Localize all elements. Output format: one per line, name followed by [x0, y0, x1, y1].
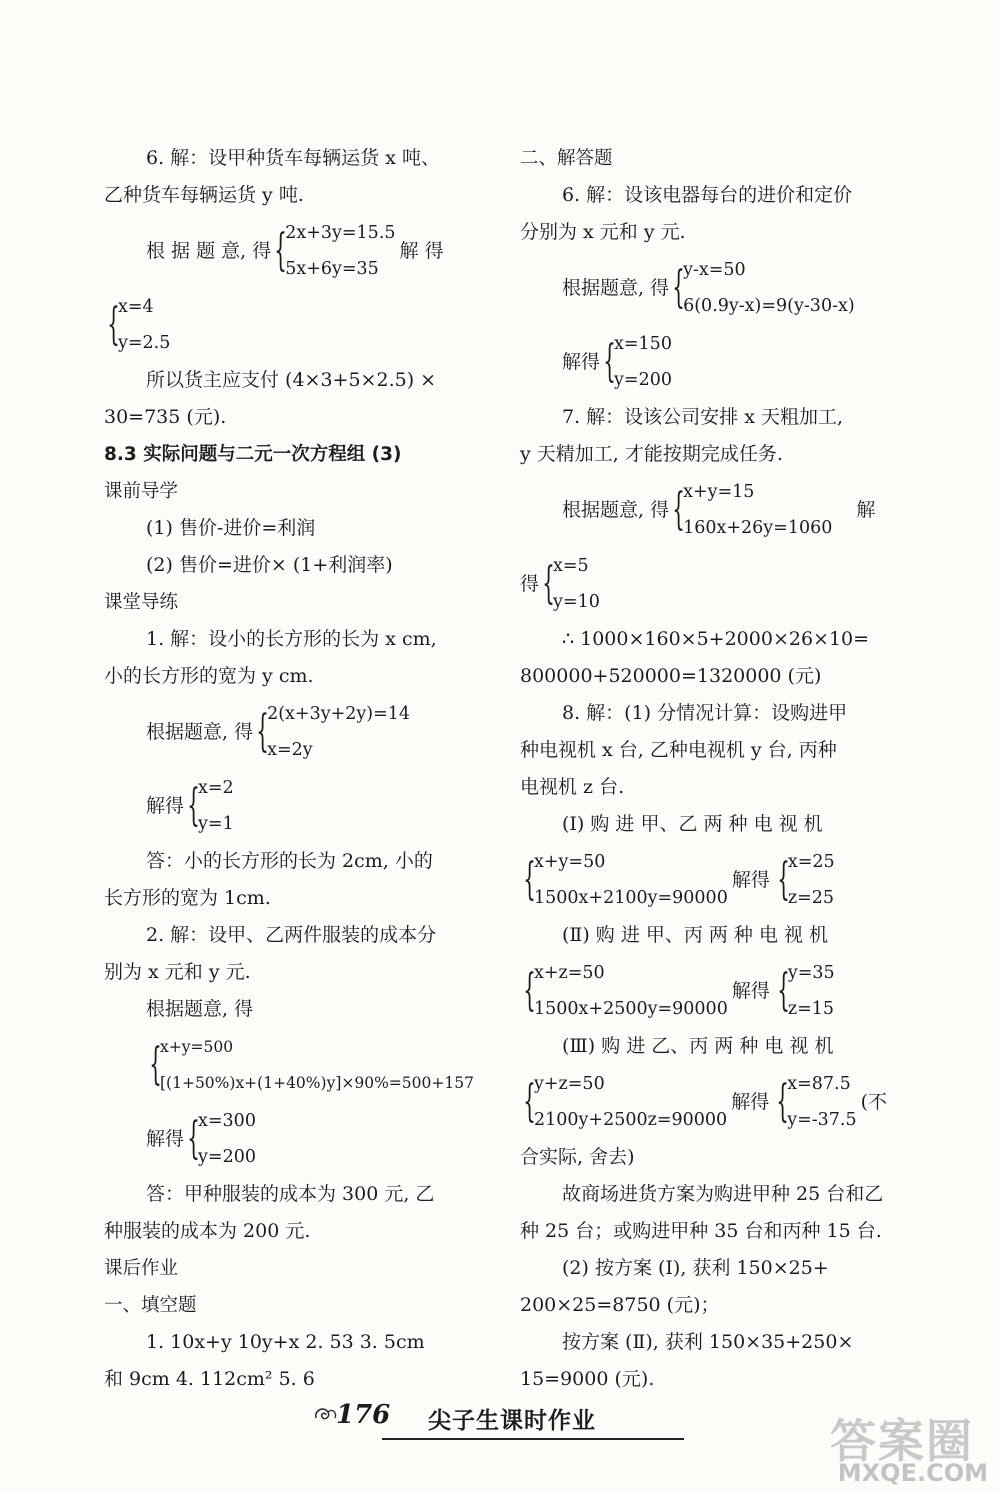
- text-line: 按方案 (Ⅱ), 获利 150×35+250×: [562, 1331, 854, 1353]
- text-line: 种 25 台；或购进甲种 35 台和丙种 15 台.: [520, 1220, 882, 1242]
- text-line: 2. 解：设甲、乙两件服装的成本分: [146, 924, 437, 946]
- equation: 160x+26y=1060: [683, 518, 833, 538]
- brace-icon: {: [274, 225, 288, 276]
- equation: x+y=15: [683, 482, 755, 502]
- equation-label: 解得: [562, 350, 601, 373]
- equation-label: 解 得: [399, 239, 444, 262]
- text-line: 种服装的成本为 200 元.: [104, 1220, 311, 1242]
- equation-label: 根 据 题 意, 得: [146, 239, 272, 262]
- equation: z=25: [787, 888, 834, 908]
- equation-label: 根据题意, 得: [562, 276, 670, 299]
- equation: 6(0.9y-x)=9(y-30-x): [683, 296, 855, 316]
- text-line: 电视机 z 台.: [520, 776, 625, 798]
- text-line: 200×25=8750 (元)；: [520, 1294, 720, 1316]
- brace-icon: {: [187, 1113, 200, 1164]
- text-line: 8. 解：(1) 分情况计算：设购进甲: [562, 702, 848, 724]
- text-line: 30=735 (元).: [104, 406, 227, 428]
- text-line: 6. 解：设甲种货车每辆运货 x 吨、: [146, 147, 440, 169]
- text-line: (Ⅰ) 购 进 甲、乙 两 种 电 视 机: [562, 813, 823, 835]
- text-line: 乙种货车每辆运货 y 吨.: [104, 184, 304, 206]
- brace-icon: {: [187, 780, 200, 831]
- text-line: 1. 10x+y 10y+x 2. 53 3. 5cm: [146, 1331, 425, 1353]
- equation: y=-37.5: [787, 1110, 857, 1130]
- brace-icon: {: [603, 336, 616, 387]
- equation: y=200: [198, 1147, 256, 1167]
- equation: x=25: [787, 852, 835, 872]
- brace-icon: {: [107, 299, 120, 350]
- equation: y=200: [614, 370, 672, 390]
- equation: 2x+3y=15.5: [285, 223, 396, 243]
- text-line: 种电视机 x 台, 乙种电视机 y 台, 丙种: [520, 739, 837, 761]
- equation-label: 解得: [731, 979, 770, 1002]
- text-line: 6. 解：设该电器每台的进价和定价: [562, 184, 853, 206]
- equation: z=15: [787, 999, 834, 1019]
- equation-system: [104, 1102, 496, 1176]
- text-line: 根据题意, 得: [146, 998, 254, 1020]
- equation: x=5: [553, 556, 589, 576]
- equation: 1500x+2500y=90000: [534, 999, 728, 1019]
- brace-icon: {: [523, 1076, 536, 1127]
- equation-label: 解得: [731, 868, 770, 891]
- brace-icon: {: [672, 484, 685, 535]
- brace-icon: {: [542, 558, 555, 609]
- equation: x+y=50: [534, 852, 606, 872]
- section-title: 8.3 实际问题与二元一次方程组 (3): [104, 444, 402, 465]
- text-line: (1) 售价-进价=利润: [146, 517, 316, 539]
- text-line: 分别为 x 元和 y 元.: [520, 221, 686, 243]
- equation-system: [104, 288, 496, 362]
- subheading: 课前导学: [104, 481, 179, 502]
- text-line: 别为 x 元和 y 元.: [104, 961, 251, 983]
- text-line: 15=9000 (元).: [520, 1368, 655, 1390]
- brace-icon: {: [776, 1076, 790, 1127]
- text-line: 小的长方形的宽为 y cm.: [104, 665, 314, 687]
- right-column: [520, 140, 912, 1398]
- equation: x=2y: [267, 740, 313, 760]
- equation: y-x=50: [683, 260, 746, 280]
- equation: x=87.5: [787, 1074, 851, 1094]
- text-line: (Ⅲ) 购 进 乙、丙 两 种 电 视 机: [562, 1035, 834, 1057]
- text-line: (2) 按方案 (Ⅰ), 获利 150×25+: [562, 1257, 829, 1279]
- subheading: 一、填空题: [104, 1295, 197, 1316]
- subheading: 课后作业: [104, 1258, 179, 1279]
- equation-label: 根据题意, 得: [146, 720, 254, 743]
- equation: [(1+50%)x+(1+40%)y]×90%=500+157: [160, 1074, 474, 1092]
- equation: x+z=50: [534, 963, 605, 983]
- equation-system: [104, 1028, 496, 1102]
- equation: y=2.5: [118, 333, 171, 353]
- swirl-ornament-icon: [312, 1404, 338, 1428]
- equation: x+y=500: [160, 1038, 234, 1056]
- text-line: 1. 解：设小的长方形的长为 x cm,: [146, 628, 437, 650]
- text-line: 800000+520000=1320000 (元): [520, 665, 822, 687]
- brace-icon: {: [256, 706, 269, 757]
- watermark-logo-text: 答案圈: [830, 1414, 974, 1468]
- equation: y=35: [787, 963, 835, 983]
- text-line: y 天精加工, 才能按期完成任务.: [520, 443, 783, 465]
- equation-label: (不: [860, 1090, 888, 1113]
- text-line: 合实际, 舍去): [520, 1146, 635, 1168]
- subheading: 课堂导练: [104, 592, 179, 613]
- watermark-url: MXQE.COM: [837, 1459, 988, 1487]
- equation-label: 解得: [146, 1127, 185, 1150]
- left-column: [104, 140, 496, 1398]
- watermark: [792, 1405, 992, 1485]
- equation: 2100y+2500z=90000: [534, 1110, 728, 1130]
- equation: x=150: [614, 334, 672, 354]
- equation-system: [104, 695, 496, 769]
- equation-label: 解: [856, 498, 876, 521]
- equation: y+z=50: [534, 1074, 605, 1094]
- brace-icon: {: [523, 854, 536, 905]
- equation-system: [520, 843, 912, 917]
- footer-title: 尖子生课时作业: [428, 1408, 596, 1434]
- brace-icon: {: [777, 965, 790, 1016]
- text-line: 和 9cm 4. 112cm² 5. 6: [104, 1368, 315, 1390]
- text-line: (Ⅱ) 购 进 甲、丙 两 种 电 视 机: [562, 924, 829, 946]
- brace-icon: {: [149, 1039, 162, 1090]
- equation-label: 得: [520, 572, 540, 595]
- brace-icon: {: [523, 965, 536, 1016]
- equation: 2(x+3y+2y)=14: [267, 704, 411, 724]
- equation-system: [520, 1065, 912, 1139]
- page-footer: [312, 1398, 684, 1448]
- equation-system: [104, 214, 496, 288]
- subheading: 二、解答题: [520, 148, 613, 169]
- text-line: 所以货主应支付 (4×3+5×2.5) ×: [146, 369, 437, 391]
- equation-system: [520, 325, 912, 399]
- equation: y=1: [198, 814, 234, 834]
- equation-system: [104, 769, 496, 843]
- text-line: 长方形的宽为 1cm.: [104, 887, 271, 909]
- equation-system: [520, 251, 912, 325]
- text-line: 答：小的长方形的长为 2cm, 小的: [146, 850, 433, 872]
- equation-label: 解得: [731, 1090, 770, 1113]
- text-line: 7. 解：设该公司安排 x 天粗加工,: [562, 406, 844, 428]
- equation: 5x+6y=35: [285, 259, 379, 279]
- equation-system: [520, 473, 912, 547]
- brace-icon: {: [672, 262, 685, 313]
- text-line: (2) 售价=进价× (1+利润率): [146, 554, 393, 576]
- equation: x=300: [198, 1111, 256, 1131]
- text-line: 答：甲种服装的成本为 300 元, 乙: [146, 1183, 435, 1205]
- equation-label: 根据题意, 得: [562, 498, 670, 521]
- equation: x=4: [118, 297, 154, 317]
- equation-system: [520, 547, 912, 621]
- equation: 1500x+2100y=90000: [534, 888, 728, 908]
- text-line: 故商场进货方案为购进甲种 25 台和乙: [562, 1183, 884, 1205]
- text-line: ∴ 1000×160×5+2000×26×10=: [562, 628, 870, 650]
- equation-label: 解得: [146, 794, 185, 817]
- page-number: 176: [336, 1400, 391, 1430]
- equation-system: [520, 954, 912, 1028]
- equation: y=10: [553, 592, 600, 612]
- footer-rule: [382, 1438, 684, 1440]
- brace-icon: {: [777, 854, 790, 905]
- equation: x=2: [198, 778, 234, 798]
